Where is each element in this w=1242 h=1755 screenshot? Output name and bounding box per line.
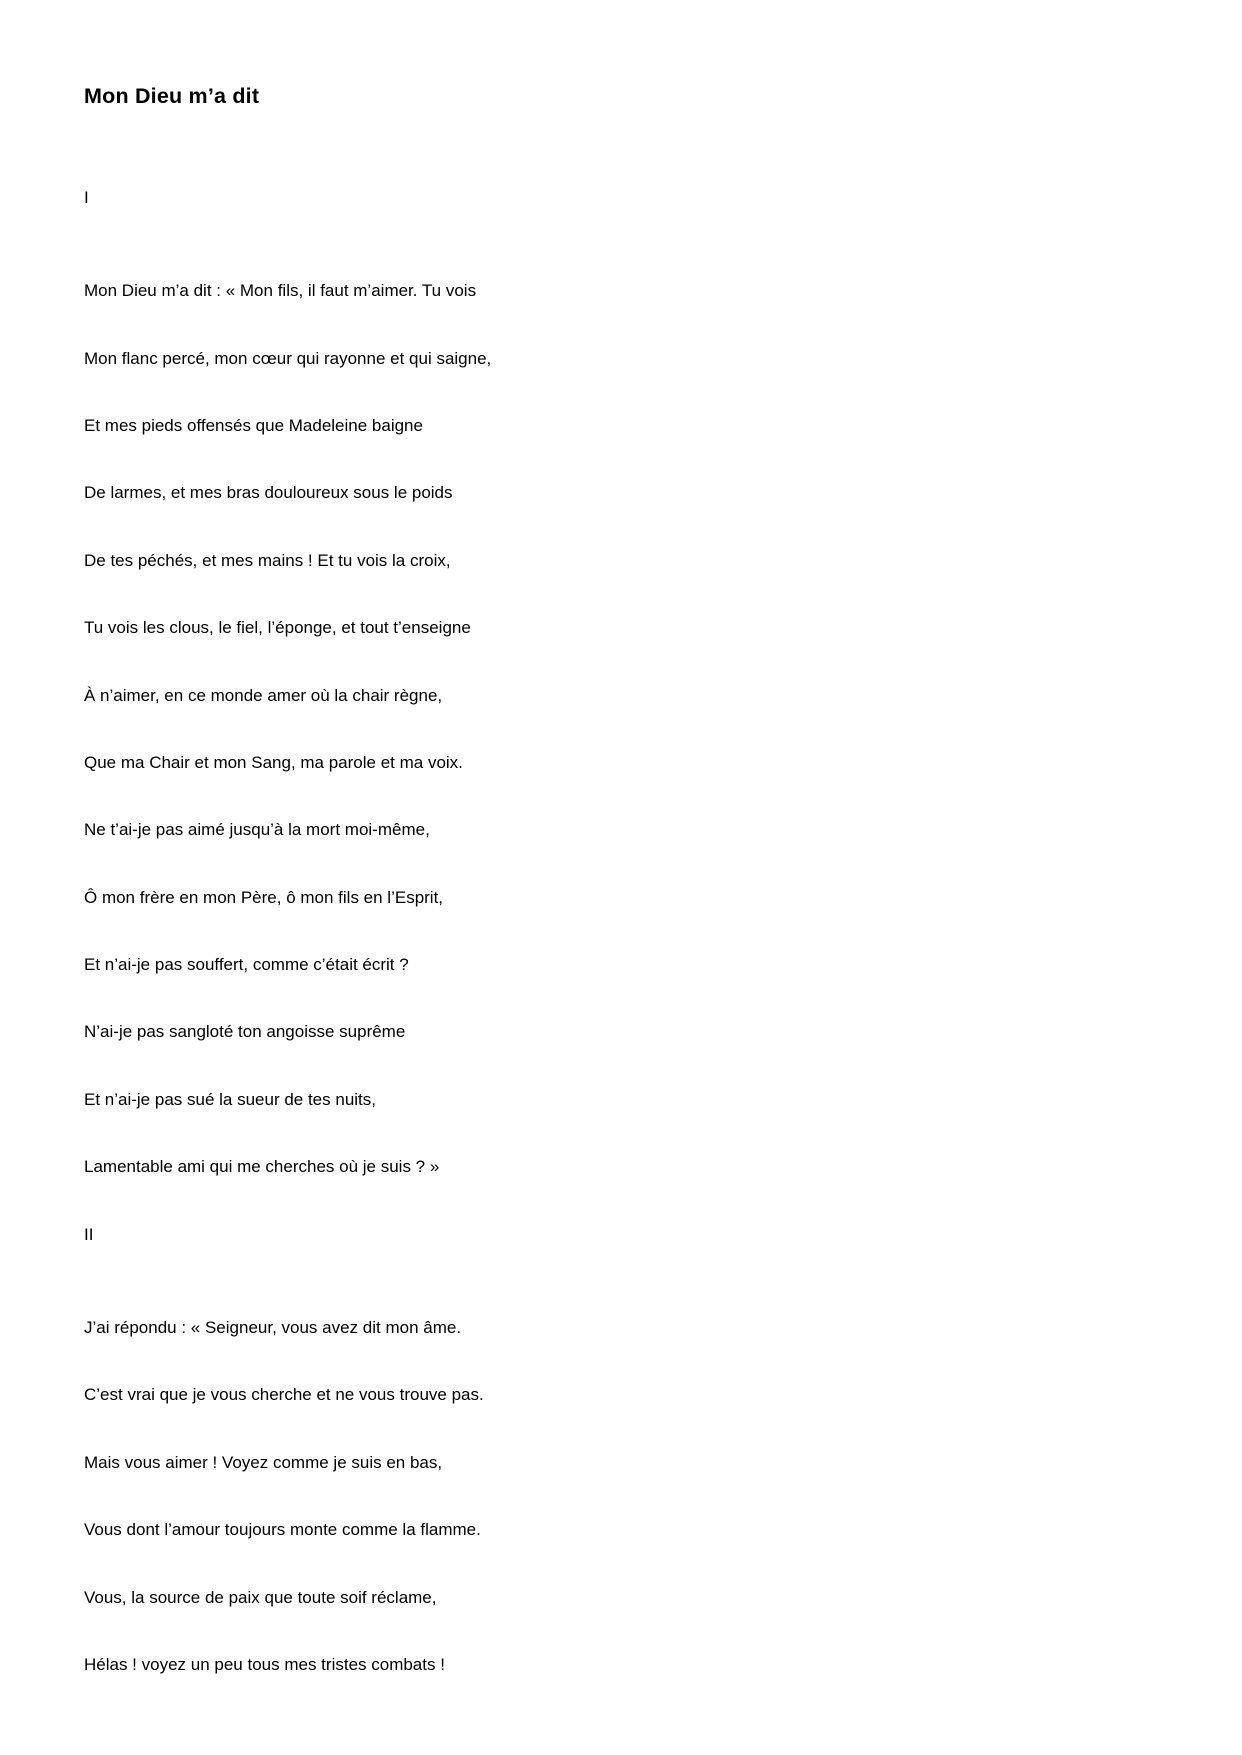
spacer (84, 436, 1132, 483)
spacer (84, 1110, 1132, 1157)
spacer (84, 1178, 1132, 1225)
verse-line: Hélas ! voyez un peu tous mes tristes combats ! (84, 1655, 445, 1674)
spacer (84, 639, 1132, 686)
spacer (84, 706, 1132, 753)
spacer (84, 1406, 1132, 1453)
verse-line: Mon Dieu m’a dit : « Mon fils, il faut m’aimer. Tu vois (84, 281, 477, 301)
stanza (84, 1588, 1132, 1676)
verse-line: C’est vrai que je vous cherche et ne vous trouve pas. (84, 1385, 484, 1405)
spacer (84, 571, 1132, 618)
spacer (84, 110, 1132, 188)
verse-line: À n’aimer, en ce monde amer où la chair règne, (84, 685, 443, 705)
spacer (84, 1608, 1132, 1655)
spacer (84, 208, 1132, 281)
spacer (84, 1473, 1132, 1520)
verse-line: De tes péchés, et mes mains ! Et tu vois la croix, (84, 550, 451, 570)
verse-line: Vous dont l’amour toujours monte comme la flamme. (84, 1520, 481, 1540)
spacer (84, 975, 1132, 1022)
page-title: Mon Dieu m’a dit (84, 84, 260, 108)
verse-line: Que ma Chair et mon Sang, ma parole et ma voix. (84, 752, 463, 772)
verse-line: De larmes, et mes bras douloureux sous le poids (84, 483, 453, 503)
verse-line: Vous, la source de paix que toute soif réclame, (84, 1587, 437, 1607)
stanza (84, 820, 1132, 975)
verse-line: Et n’ai-je pas sué la sueur de tes nuits, (84, 1089, 376, 1109)
stanza (84, 1022, 1132, 1177)
spacer (84, 1245, 1132, 1318)
section-number: I (84, 187, 89, 207)
verse-line: Ô mon frère en mon Père, ô mon fils en l’Esprit, (84, 887, 444, 907)
spacer (84, 302, 1132, 349)
poem-section-2 (84, 1225, 1132, 1676)
verse-line: N’ai-je pas sangloté ton angoisse suprême (84, 1022, 406, 1042)
verse-line: Et mes pieds offensés que Madeleine baigne (84, 415, 423, 435)
spacer (84, 773, 1132, 820)
verse-line: J’ai répondu : « Seigneur, vous avez dit mon âme. (84, 1318, 462, 1338)
spacer (84, 1541, 1132, 1588)
spacer (84, 841, 1132, 888)
verse-line: Lamentable ami qui me cherches où je suis ? » (84, 1157, 440, 1177)
spacer (84, 908, 1132, 955)
poem-section-1 (84, 188, 1132, 1178)
verse-line: Ne t’ai-je pas aimé jusqu’à la mort moi-même, (84, 820, 430, 840)
verse-line: Mon flanc percé, mon cœur qui rayonne et qui saigne, (84, 348, 492, 368)
section-number: II (84, 1224, 94, 1244)
spacer (84, 504, 1132, 551)
stanza (84, 281, 1132, 504)
verse-line: Tu vois les clous, le fiel, l’éponge, et tout t’enseigne (84, 618, 471, 638)
verse-line: Et n’ai-je pas souffert, comme c’était écrit ? (84, 955, 409, 975)
stanza (84, 551, 1132, 774)
spacer (84, 1043, 1132, 1090)
spacer (84, 369, 1132, 416)
spacer (84, 1338, 1132, 1385)
stanza (84, 1318, 1132, 1541)
verse-line: Mais vous aimer ! Voyez comme je suis en bas, (84, 1452, 443, 1472)
